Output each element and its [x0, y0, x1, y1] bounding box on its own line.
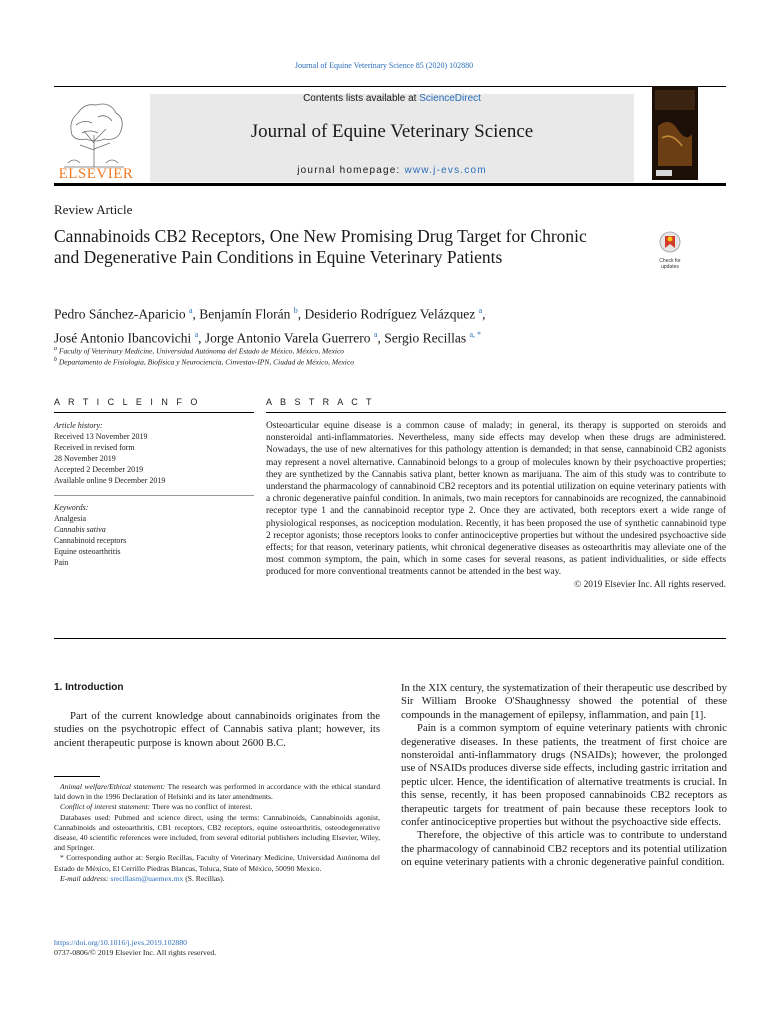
abstract-copyright: © 2019 Elsevier Inc. All rights reserved.	[574, 579, 726, 590]
footnote-corresponding: * Corresponding author at: Sergio Recillas, Faculty of Veterinary Medicine, Universidad Autónoma del Estado de México, El Cerrillo Piedras Blancas, Toluca, State of México, 50090 Mexico.	[54, 853, 380, 873]
article-title: Cannabinoids CB2 Receptors, One New Promising Drug Target for Chronic and Degenerative Pain Conditions in Equine Veterinary Patients	[54, 226, 587, 267]
footnote-conflict	[54, 802, 380, 812]
update-badge-line1: Check for	[659, 258, 681, 264]
footnote-rule	[54, 776, 100, 777]
contents-prefix: Contents lists available at	[303, 93, 420, 104]
homepage-link[interactable]: www.j-evs.com	[404, 165, 487, 176]
author-name[interactable]: Desiderio Rodríguez Velázquez	[304, 306, 476, 322]
keywords-label: Keywords:	[54, 503, 89, 512]
footnote-email	[54, 874, 380, 884]
history-item: 28 November 2019	[54, 454, 116, 463]
masthead-bottom-rule	[54, 183, 726, 186]
article-type: Review Article	[54, 202, 133, 217]
history-rule	[54, 495, 254, 496]
footnote-label: E-mail address:	[60, 873, 109, 883]
journal-homepage	[150, 165, 634, 176]
email-link[interactable]: srecillasm@uaemex.mx	[110, 873, 184, 883]
author-name[interactable]: Sergio Recillas	[384, 330, 467, 345]
history-item: Received 13 November 2019	[54, 432, 148, 441]
sciencedirect-link[interactable]: ScienceDirect	[419, 93, 481, 104]
affiliation-text: Faculty of Veterinary Medicine, Universidad Autónoma del Estado de México, México, Mexico	[58, 346, 345, 356]
keyword: Equine osteoarthritis	[54, 547, 121, 556]
journal-cover-thumbnail[interactable]	[652, 86, 698, 180]
author-name[interactable]: Benjamín Florán	[199, 306, 291, 322]
history-item: Received in revised form	[54, 443, 135, 452]
intro-right-column	[401, 682, 727, 870]
keywords	[54, 502, 254, 568]
doi-link[interactable]: https://doi.org/10.1016/j.jevs.2019.102880	[54, 938, 188, 947]
check-for-updates-badge[interactable]	[653, 230, 687, 268]
author-name[interactable]: Pedro Sánchez-Aparicio	[54, 306, 186, 322]
author-name[interactable]: José Antonio Ibancovichi	[54, 330, 192, 345]
intro-paragraph: Pain is a common symptom of equine veterinary patients with chronic degenerative diseases. In these patients, the treatment of first choice are nonsteroidal anti-inflammatory drugs (NSAIDs); however, the prolonged use of NSAIDs produces diverse side effects, including gastric irritation and peptic ulcer. Hence, the identification of alternative treatments is crucial. In this sense, recently, it has been proposed cannabinoids CB2 receptors as therapeutic targets for treatment of pain because these receptors look to confer antinociceptive properties but without the psychoactive side effects.	[401, 722, 727, 829]
footnote-databases: Databases used: Pubmed and science direct, using the terms: Cannabinoids, Cannabinoids agonist, Cannabinoids and osteoarthritis, CB1 receptors, CB2 receptors, equine osteoarthritis, osteodegenerative disease, 40 scientific references were included, from several editorial publishers including Elsevier, Wiley, and Springer.	[54, 812, 380, 853]
keyword: Analgesia	[54, 514, 86, 523]
abstract-bottom-rule	[54, 638, 726, 639]
article-info-rule	[54, 412, 254, 413]
footnote-text: There was no conflict of interest.	[150, 802, 253, 812]
affiliation-text: Departamento de Fisiologia, Biofísica y Neurociencia, Cinvestav-IPN, Ciudad de México, Mexico	[58, 357, 354, 367]
author-list: Pedro Sánchez-Aparicio $^a$, Benjamín Florán $^b$, Desiderio Rodríguez Velázquez $^a$, José Antonio Ibancovichi $^a$, Jorge Antonio Varela Guerrero $^a$, Sergio Recillas $^{a, *}$	[54, 306, 486, 345]
intro-left-column	[54, 710, 380, 750]
article-info-heading: A R T I C L E I N F O	[54, 397, 201, 407]
author-affil-mark[interactable]: a	[188, 306, 193, 315]
author-name[interactable]: Jorge Antonio Varela Guerrero	[204, 330, 371, 345]
update-badge-line2: updates	[661, 264, 679, 270]
update-bookmark-icon	[653, 230, 687, 254]
author-affil-mark[interactable]: a	[373, 329, 378, 339]
homepage-prefix: journal homepage:	[297, 165, 405, 176]
author-affil-mark[interactable]: a	[478, 306, 483, 315]
intro-paragraph: Part of the current knowledge about cannabinoids originates from the studies on the psychotropic effect of Cannabis sativa plant; however, its ancient therapeutic purpose is known about 2600 B.C.	[54, 710, 380, 749]
keyword: Cannabis sativa	[54, 525, 106, 534]
abstract-text: Osteoarticular equine disease is a common cause of malady; in general, its therapy is supported on steroids and nonsteroidal anti-inflammatories. Nevertheless, many side effects may develop when these drugs are administered. Nowadays, the use of new alternatives for this pathology attention is demanded; in that sense, cannabinoid CB2 agonists may represent a novel alternative. Cannabinoid belongs to a group of molecules known by their psychoactive properties; they are synthetized by the Cannabis sativa plant, better known as marijuana. The aim of this study was to contribute to understand the pharmacology of cannabinoid CB2 receptors and its potential utilization on equine veterinary patients with a chronic degenerative painful condition. In animals, two main receptors for cannabinoids are recognized, the cannabinoid receptor type 1 and the cannabinoid receptor type 2. Once they are activated, both receptors exert a wide range of physiological responses, as nociception modulation. Recently, it has been proposed the use of synthetic cannabinoid type 2 receptor agonists; those receptors looks to confer antinociceptive properties but without the undesired psychoactive side effects; for that reason, veterinary patients, whit chronical degenerative diseases as osteoarthritis may alleviate one of the most common symptom, the pain, which in some cases for several reasons, as patient individualities, or side effects produced for more conventional treatments cannot be attended in the best way.	[266, 421, 726, 578]
elsevier-wordmark[interactable]: ELSEVIER	[58, 166, 134, 182]
journal-citation[interactable]: Journal of Equine Veterinary Science 85 (2020) 102880	[294, 61, 474, 70]
author-affil-mark[interactable]: b	[293, 306, 298, 315]
update-badge-text	[653, 258, 687, 270]
intro-paragraph: Therefore, the objective of this article was to contribute to understand the pharmacology of cannabinoid CB2 receptors and its potential utilization on equine veterinary patients with a chronic degenerative painful condition.	[401, 829, 727, 869]
journal-title: Journal of Equine Veterinary Science	[250, 121, 534, 142]
issn-line: 0737-0806/© 2019 Elsevier Inc. All rights reserved.	[54, 948, 217, 957]
contents-line	[150, 93, 634, 104]
doi-block	[54, 938, 216, 958]
footnote-text: The research was performed in accordance with the ethical standard laid down in the 1996 Declaration of Helsinki and its later amendments.	[54, 782, 381, 802]
history-label: Article history:	[54, 421, 103, 430]
footnote-text: (S. Recillas).	[183, 873, 225, 883]
abstract-heading: A B S T R A C T	[266, 397, 375, 407]
article-history	[54, 420, 254, 486]
affiliation-a	[54, 346, 654, 356]
affiliation-b	[54, 357, 654, 367]
history-item: Available online 9 December 2019	[54, 476, 166, 485]
footnote-animal-welfare	[54, 782, 380, 802]
introduction-heading: 1. Introduction	[54, 682, 124, 693]
history-item: Accepted 2 December 2019	[54, 465, 144, 474]
author-affil-mark[interactable]: a	[194, 329, 199, 339]
keyword: Cannabinoid receptors	[54, 536, 127, 545]
masthead-top-rule	[54, 86, 726, 87]
footnotes	[54, 782, 380, 884]
affiliation-mark: b	[54, 357, 57, 363]
author-affil-mark[interactable]: a, *	[469, 329, 482, 339]
intro-paragraph: In the XIX century, the systematization of their therapeutic use described by Sir William Brooke O'Shaughnessy showed the potential of these compounds in the management of epilepsy, inflammation, and pain [1].	[401, 682, 727, 721]
footnote-label: Conflict of interest statement:	[60, 802, 151, 812]
footnote-label: Animal welfare/Ethical statement:	[60, 782, 166, 791]
abstract-rule	[266, 412, 726, 413]
keyword: Pain	[54, 558, 69, 567]
affiliation-mark: a	[54, 346, 57, 352]
abstract-body	[266, 420, 726, 591]
